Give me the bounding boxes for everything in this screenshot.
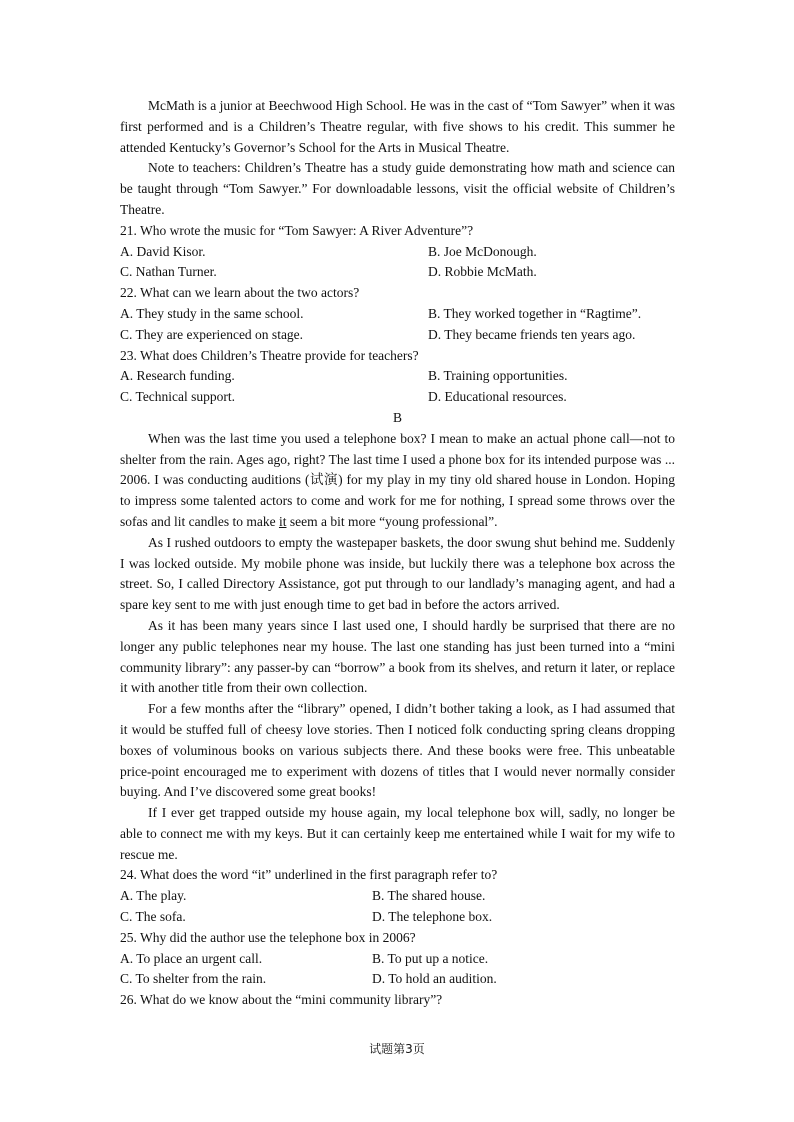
question-25-option-b: B. To put up a notice. — [372, 950, 489, 966]
passage-a-paragraph-2: Note to teachers: Children’s Theatre has a study guide demonstrating how math and science can be taught through “Tom Sawyer.” For downloadable lessons, visit the official website of Children’s Theatre. — [120, 160, 675, 217]
question-25-option-a: A. To place an urgent call. — [120, 950, 263, 966]
question-23-option-d: D. Educational resources. — [428, 389, 567, 405]
question-24-option-c: C. The sofa. — [120, 909, 186, 925]
question-21-option-c: C. Nathan Turner. — [120, 264, 217, 280]
passage-b-paragraph-5: If I ever get trapped outside my house again, my local telephone box will, sadly, no longer be able to connect me with my keys. But it can certainly keep me entertained while I wait for my wife to rescue me. — [120, 805, 675, 862]
question-21-options — [120, 242, 675, 284]
question-23-option-b: B. Training opportunities. — [428, 368, 568, 384]
question-22-option-a: A. They study in the same school. — [120, 305, 304, 321]
passage-b-paragraph-4: For a few months after the “library” opened, I didn’t bother taking a look, as I had assumed that it would be stuffed full of cheesy love stories. Then I noticed folk conducting spring cleans dropping boxes of voluminous books on various subjects there. And these books were free. This unbeatable price-point encouraged me to experiment with dozens of titles that I would never normally consider buying. And I’ve discovered some great books! — [120, 701, 675, 800]
question-24-option-d: D. The telephone box. — [372, 909, 493, 925]
question-22-option-d: D. They became friends ten years ago. — [428, 326, 636, 342]
question-22-stem: 22. What can we learn about the two actors? — [120, 285, 360, 301]
question-25-options — [120, 949, 675, 991]
question-26-stem: 26. What do we know about the “mini community library”? — [120, 992, 443, 1008]
question-23-stem: 23. What does Children’s Theatre provide for teachers? — [120, 347, 419, 363]
question-23-option-a: A. Research funding. — [120, 368, 235, 384]
question-25-stem: 25. Why did the author use the telephone box in 2006? — [120, 929, 416, 945]
passage-b-paragraph-1 — [120, 429, 675, 533]
question-22-option-c: C. They are experienced on stage. — [120, 326, 304, 342]
question-24-options — [120, 886, 675, 928]
question-24-stem: 24. What does the word “it” underlined in the first paragraph refer to? — [120, 867, 498, 883]
exam-page — [120, 96, 675, 1011]
question-22-options — [120, 304, 675, 346]
passage-b-p1-before: When was the last time you used a telephone box? I mean to make an actual phone call—not to shelter from the rain. Ages ago, right? The last time I used a phone box for its intended purpose was ... 2006. I was conducting auditions (试演) for my play in my tiny old shared house in London. Hoping to impress some talented actors to come and work for me for nothing, I spread some throws over the sofas and lit candles to make — [120, 430, 675, 529]
passage-a-paragraph-1: McMath is a junior at Beechwood High School. He was in the cast of “Tom Sawyer” when it was first performed and is a Children’s Theatre regular, with five shows to his credit. This summer he attended Kentucky’s Governor’s School for the Arts in Musical Theatre. — [120, 98, 675, 155]
passage-b-p1-after: seem a bit more “young professional”. — [286, 513, 498, 529]
question-25-option-d: D. To hold an audition. — [372, 971, 497, 987]
question-21-option-a: A. David Kisor. — [120, 243, 206, 259]
question-21-option-d: D. Robbie McMath. — [428, 264, 537, 280]
question-21-stem: 21. Who wrote the music for “Tom Sawyer: A River Adventure”? — [120, 222, 474, 238]
question-24-option-b: B. The shared house. — [372, 888, 486, 904]
question-25-option-c: C. To shelter from the rain. — [120, 971, 267, 987]
question-22-option-b: B. They worked together in “Ragtime”. — [428, 305, 642, 321]
page-footer: 试题第3页 — [369, 1042, 425, 1056]
question-23-option-c: C. Technical support. — [120, 389, 236, 405]
question-21-option-b: B. Joe McDonough. — [428, 243, 537, 259]
passage-b-paragraph-3: As it has been many years since I last used one, I should hardly be surprised that there are no longer any public telephones near my house. The last one standing has just been turned into a “mini community library”: any passer-by can “borrow” a book from its shelves, and return it later, or replace it with another title from their own collection. — [120, 617, 675, 696]
passage-b-paragraph-2: As I rushed outdoors to empty the wastepaper baskets, the door swung shut behind me. Suddenly I was locked outside. My mobile phone was inside, but luckily there was a telephone box across the street. So, I called Directory Assistance, got put through to our landlady’s managing agent, and had a spare key sent to me with just enough time to get bad in before the actors arrived. — [120, 534, 675, 613]
question-24-option-a: A. The play. — [120, 888, 187, 904]
underlined-word-it: it — [278, 513, 287, 529]
section-b-heading: B — [392, 409, 402, 425]
question-23-options — [120, 366, 675, 408]
